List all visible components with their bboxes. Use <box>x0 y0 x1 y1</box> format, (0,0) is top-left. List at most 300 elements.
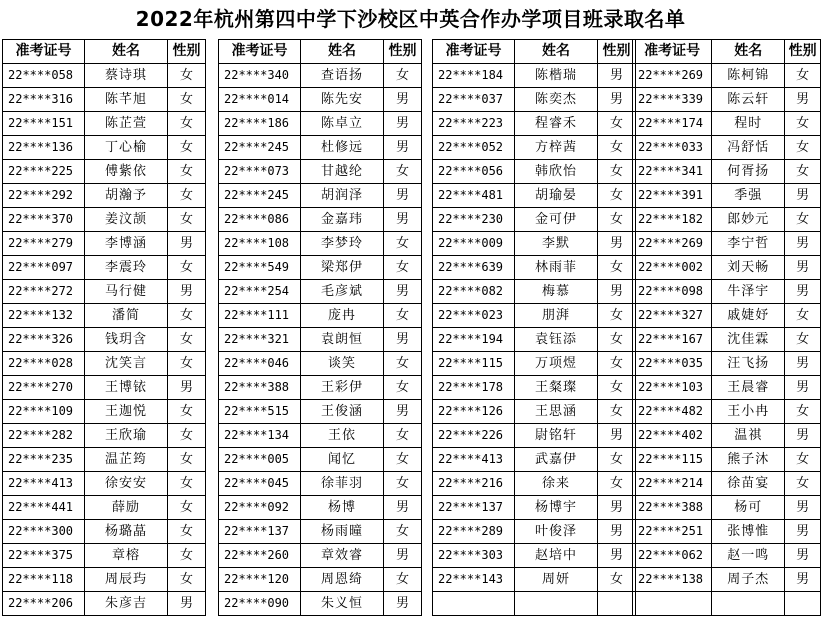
gender-cell: 女 <box>168 568 206 592</box>
exam-id-cell: 22****138 <box>633 568 712 592</box>
exam-id-cell: 22****134 <box>219 424 301 448</box>
name-cell: 庞冉 <box>301 304 384 328</box>
exam-id-cell: 22****269 <box>633 232 712 256</box>
roster-table-4 <box>632 39 821 616</box>
name-cell: 陈云轩 <box>712 88 785 112</box>
name-cell: 朋湃 <box>515 304 598 328</box>
table-row <box>433 592 636 616</box>
name-cell: 武嘉伊 <box>515 448 598 472</box>
name-cell: 韩欣怡 <box>515 160 598 184</box>
gender-cell: 女 <box>598 352 636 376</box>
gender-cell: 男 <box>598 232 636 256</box>
name-cell: 温祺 <box>712 424 785 448</box>
table-row <box>633 136 821 160</box>
exam-id-cell <box>633 592 712 616</box>
name-cell: 叶俊泽 <box>515 520 598 544</box>
exam-id-cell: 22****254 <box>219 280 301 304</box>
name-cell: 程睿禾 <box>515 112 598 136</box>
table-row <box>433 424 636 448</box>
gender-cell: 男 <box>384 88 422 112</box>
name-cell: 周辰玙 <box>85 568 168 592</box>
header-exam-id: 准考证号 <box>219 40 301 64</box>
name-cell: 张博惟 <box>712 520 785 544</box>
exam-id-cell: 22****086 <box>219 208 301 232</box>
name-cell: 陈楷瑞 <box>515 64 598 88</box>
exam-id-cell: 22****046 <box>219 352 301 376</box>
gender-cell: 男 <box>384 592 422 616</box>
gender-cell: 女 <box>168 520 206 544</box>
gender-cell: 男 <box>598 64 636 88</box>
name-cell: 杨璐蕌 <box>85 520 168 544</box>
header-gender: 性别 <box>598 40 636 64</box>
table-row <box>3 184 206 208</box>
exam-id-cell: 22****327 <box>633 304 712 328</box>
table-row <box>219 328 422 352</box>
gender-cell: 女 <box>384 160 422 184</box>
gender-cell: 男 <box>384 136 422 160</box>
exam-id-cell: 22****178 <box>433 376 515 400</box>
name-cell: 钱玥含 <box>85 328 168 352</box>
name-cell: 周子杰 <box>712 568 785 592</box>
gender-cell: 男 <box>785 424 821 448</box>
gender-cell: 男 <box>785 544 821 568</box>
exam-id-cell: 22****136 <box>3 136 85 160</box>
table-row <box>3 160 206 184</box>
exam-id-cell: 22****340 <box>219 64 301 88</box>
exam-id-cell: 22****151 <box>3 112 85 136</box>
table-row <box>633 496 821 520</box>
table-row <box>3 568 206 592</box>
exam-id-cell: 22****482 <box>633 400 712 424</box>
name-cell: 谈笑 <box>301 352 384 376</box>
name-cell: 朱义恒 <box>301 592 384 616</box>
name-cell <box>515 592 598 616</box>
gender-cell: 女 <box>785 328 821 352</box>
table-row <box>3 208 206 232</box>
gender-cell: 男 <box>384 544 422 568</box>
name-cell: 陈芊旭 <box>85 88 168 112</box>
name-cell: 周妍 <box>515 568 598 592</box>
name-cell: 闻忆 <box>301 448 384 472</box>
gender-cell: 女 <box>785 472 821 496</box>
exam-id-cell: 22****005 <box>219 448 301 472</box>
gender-cell: 女 <box>168 352 206 376</box>
gender-cell: 女 <box>384 520 422 544</box>
exam-id-cell: 22****300 <box>3 520 85 544</box>
table-row <box>633 208 821 232</box>
gender-cell: 男 <box>785 184 821 208</box>
gender-cell: 男 <box>384 208 422 232</box>
table-row <box>219 280 422 304</box>
table-row <box>219 568 422 592</box>
header-row <box>3 40 206 64</box>
name-cell: 查语扬 <box>301 64 384 88</box>
gender-cell: 女 <box>598 400 636 424</box>
gender-cell: 女 <box>384 304 422 328</box>
table-row <box>219 256 422 280</box>
gender-cell: 女 <box>168 472 206 496</box>
table-row <box>433 256 636 280</box>
page-title: 2022年杭州第四中学下沙校区中英合作办学项目班录取名单 <box>135 7 686 31</box>
name-cell: 丁心榆 <box>85 136 168 160</box>
table-row <box>219 424 422 448</box>
exam-id-cell: 22****120 <box>219 568 301 592</box>
table-row <box>633 256 821 280</box>
gender-cell: 女 <box>785 64 821 88</box>
gender-cell: 男 <box>598 520 636 544</box>
name-cell: 徐菲羽 <box>301 472 384 496</box>
exam-id-cell: 22****126 <box>433 400 515 424</box>
name-cell: 李默 <box>515 232 598 256</box>
gender-cell <box>785 592 821 616</box>
table-row <box>219 592 422 616</box>
name-cell: 章效睿 <box>301 544 384 568</box>
gender-cell: 男 <box>785 352 821 376</box>
name-cell: 杜修远 <box>301 136 384 160</box>
table-row <box>433 472 636 496</box>
exam-id-cell: 22****225 <box>3 160 85 184</box>
exam-id-cell: 22****413 <box>3 472 85 496</box>
exam-id-cell: 22****137 <box>433 496 515 520</box>
name-cell: 王小冉 <box>712 400 785 424</box>
table-row <box>3 136 206 160</box>
exam-id-cell: 22****194 <box>433 328 515 352</box>
exam-id-cell: 22****481 <box>433 184 515 208</box>
table-row <box>3 112 206 136</box>
exam-id-cell: 22****058 <box>3 64 85 88</box>
name-cell: 章榕 <box>85 544 168 568</box>
exam-id-cell: 22****515 <box>219 400 301 424</box>
exam-id-cell: 22****182 <box>633 208 712 232</box>
header-exam-id: 准考证号 <box>3 40 85 64</box>
table-row <box>219 136 422 160</box>
table-row <box>3 256 206 280</box>
gender-cell: 男 <box>785 376 821 400</box>
table-row <box>633 64 821 88</box>
table-row <box>219 448 422 472</box>
gender-cell: 女 <box>168 160 206 184</box>
gender-cell: 女 <box>168 208 206 232</box>
header-row <box>433 40 636 64</box>
name-cell: 胡润泽 <box>301 184 384 208</box>
roster-table-2 <box>218 39 422 616</box>
header-gender: 性别 <box>168 40 206 64</box>
name-cell: 陈卓立 <box>301 112 384 136</box>
name-cell: 陈柯锦 <box>712 64 785 88</box>
exam-id-cell: 22****441 <box>3 496 85 520</box>
exam-id-cell: 22****214 <box>633 472 712 496</box>
header-name: 姓名 <box>85 40 168 64</box>
name-cell: 牛泽宇 <box>712 280 785 304</box>
exam-id-cell: 22****279 <box>3 232 85 256</box>
exam-id-cell: 22****111 <box>219 304 301 328</box>
name-cell: 马行健 <box>85 280 168 304</box>
name-cell: 王晨睿 <box>712 376 785 400</box>
header-gender: 性别 <box>384 40 422 64</box>
table-row <box>433 112 636 136</box>
name-cell: 郎妙元 <box>712 208 785 232</box>
name-cell: 王思涵 <box>515 400 598 424</box>
exam-id-cell: 22****321 <box>219 328 301 352</box>
table-row <box>3 496 206 520</box>
name-cell: 梅慕 <box>515 280 598 304</box>
gender-cell: 女 <box>384 64 422 88</box>
gender-cell: 女 <box>384 256 422 280</box>
gender-cell: 女 <box>785 208 821 232</box>
exam-id-cell: 22****289 <box>433 520 515 544</box>
table-row <box>3 304 206 328</box>
exam-id-cell: 22****137 <box>219 520 301 544</box>
table-row <box>3 544 206 568</box>
gender-cell: 女 <box>168 112 206 136</box>
exam-id-cell: 22****103 <box>633 376 712 400</box>
table-row <box>633 472 821 496</box>
header-row <box>633 40 821 64</box>
gender-cell: 女 <box>598 184 636 208</box>
gender-cell: 女 <box>598 472 636 496</box>
roster-table-1 <box>2 39 206 616</box>
header-exam-id: 准考证号 <box>633 40 712 64</box>
gender-cell: 男 <box>785 232 821 256</box>
table-row <box>433 160 636 184</box>
gender-cell: 女 <box>168 448 206 472</box>
exam-id-cell: 22****184 <box>433 64 515 88</box>
gender-cell: 女 <box>785 160 821 184</box>
name-cell: 金嘉玮 <box>301 208 384 232</box>
exam-id-cell: 22****413 <box>433 448 515 472</box>
table-row <box>633 280 821 304</box>
table-row <box>219 544 422 568</box>
gender-cell: 女 <box>598 160 636 184</box>
name-cell: 徐安安 <box>85 472 168 496</box>
name-cell: 何胥扬 <box>712 160 785 184</box>
header-row <box>219 40 422 64</box>
header-exam-id: 准考证号 <box>433 40 515 64</box>
exam-id-cell: 22****282 <box>3 424 85 448</box>
table-row <box>3 64 206 88</box>
name-cell: 赵一鸣 <box>712 544 785 568</box>
table-row <box>633 160 821 184</box>
exam-id-cell: 22****269 <box>633 64 712 88</box>
header-name: 姓名 <box>301 40 384 64</box>
table-row <box>633 544 821 568</box>
gender-cell: 女 <box>168 304 206 328</box>
table-row <box>219 496 422 520</box>
table-row <box>633 184 821 208</box>
table-row <box>433 520 636 544</box>
name-cell: 徐来 <box>515 472 598 496</box>
gender-cell: 女 <box>785 400 821 424</box>
name-cell: 胡瀚予 <box>85 184 168 208</box>
exam-id-cell: 22****062 <box>633 544 712 568</box>
gender-cell: 女 <box>598 112 636 136</box>
exam-id-cell: 22****174 <box>633 112 712 136</box>
name-cell: 王粲璨 <box>515 376 598 400</box>
table-row <box>633 592 821 616</box>
table-row <box>433 280 636 304</box>
gender-cell: 女 <box>168 400 206 424</box>
exam-id-cell: 22****109 <box>3 400 85 424</box>
exam-id-cell: 22****245 <box>219 136 301 160</box>
name-cell: 温芷筠 <box>85 448 168 472</box>
name-cell: 汪飞扬 <box>712 352 785 376</box>
table-row <box>219 112 422 136</box>
name-cell: 熊子沐 <box>712 448 785 472</box>
exam-id-cell: 22****098 <box>633 280 712 304</box>
exam-id-cell: 22****370 <box>3 208 85 232</box>
exam-id-cell: 22****023 <box>433 304 515 328</box>
name-cell: 梁郑伊 <box>301 256 384 280</box>
exam-id-cell: 22****167 <box>633 328 712 352</box>
table-row <box>3 88 206 112</box>
table-row <box>433 400 636 424</box>
exam-id-cell: 22****316 <box>3 88 85 112</box>
name-cell <box>712 592 785 616</box>
table-row <box>3 400 206 424</box>
exam-id-cell: 22****341 <box>633 160 712 184</box>
gender-cell: 女 <box>168 88 206 112</box>
gender-cell: 男 <box>598 496 636 520</box>
exam-id-cell: 22****216 <box>433 472 515 496</box>
table-row <box>433 328 636 352</box>
name-cell: 刘天畅 <box>712 256 785 280</box>
table-row <box>219 88 422 112</box>
table-row <box>3 376 206 400</box>
exam-id-cell: 22****052 <box>433 136 515 160</box>
table-row <box>3 328 206 352</box>
table-row <box>433 88 636 112</box>
exam-id-cell: 22****002 <box>633 256 712 280</box>
table-row <box>3 280 206 304</box>
exam-id-cell: 22****115 <box>433 352 515 376</box>
gender-cell: 男 <box>598 88 636 112</box>
table-row <box>633 232 821 256</box>
table-row <box>219 376 422 400</box>
table-row <box>433 232 636 256</box>
table-row <box>433 496 636 520</box>
exam-id-cell: 22****108 <box>219 232 301 256</box>
table-row <box>633 112 821 136</box>
name-cell: 胡瑜晏 <box>515 184 598 208</box>
gender-cell: 男 <box>384 184 422 208</box>
gender-cell: 女 <box>168 64 206 88</box>
name-cell: 季强 <box>712 184 785 208</box>
table-row <box>433 304 636 328</box>
gender-cell: 女 <box>598 568 636 592</box>
name-cell: 李博涵 <box>85 232 168 256</box>
gender-cell: 男 <box>598 280 636 304</box>
exam-id-cell <box>433 592 515 616</box>
name-cell: 李震玲 <box>85 256 168 280</box>
exam-id-cell: 22****092 <box>219 496 301 520</box>
gender-cell: 女 <box>168 136 206 160</box>
name-cell: 徐苗宴 <box>712 472 785 496</box>
name-cell: 傅紫依 <box>85 160 168 184</box>
name-cell: 薛励 <box>85 496 168 520</box>
table-row <box>633 376 821 400</box>
roster-table-3 <box>432 39 636 616</box>
exam-id-cell: 22****226 <box>433 424 515 448</box>
gender-cell: 女 <box>785 136 821 160</box>
exam-id-cell: 22****082 <box>433 280 515 304</box>
exam-id-cell: 22****045 <box>219 472 301 496</box>
name-cell: 袁朗恒 <box>301 328 384 352</box>
name-cell: 毛彦斌 <box>301 280 384 304</box>
name-cell: 万项煜 <box>515 352 598 376</box>
table-row <box>219 520 422 544</box>
name-cell: 蔡诗琪 <box>85 64 168 88</box>
table-row <box>219 208 422 232</box>
gender-cell: 男 <box>785 280 821 304</box>
name-cell: 甘越纶 <box>301 160 384 184</box>
gender-cell: 男 <box>785 496 821 520</box>
name-cell: 金可伊 <box>515 208 598 232</box>
exam-id-cell: 22****326 <box>3 328 85 352</box>
exam-id-cell: 22****375 <box>3 544 85 568</box>
name-cell: 尉铭轩 <box>515 424 598 448</box>
table-row <box>633 448 821 472</box>
gender-cell: 男 <box>384 280 422 304</box>
exam-id-cell: 22****235 <box>3 448 85 472</box>
table-row <box>219 352 422 376</box>
table-row <box>219 232 422 256</box>
name-cell: 程时 <box>712 112 785 136</box>
name-cell: 王欣瑜 <box>85 424 168 448</box>
name-cell: 姜汶颉 <box>85 208 168 232</box>
table-row <box>3 232 206 256</box>
name-cell: 王依 <box>301 424 384 448</box>
exam-id-cell: 22****037 <box>433 88 515 112</box>
gender-cell: 男 <box>384 496 422 520</box>
table-row <box>433 184 636 208</box>
exam-id-cell: 22****115 <box>633 448 712 472</box>
gender-cell: 女 <box>598 328 636 352</box>
name-cell: 方梓茜 <box>515 136 598 160</box>
gender-cell: 女 <box>384 568 422 592</box>
name-cell: 林雨菲 <box>515 256 598 280</box>
gender-cell: 女 <box>598 256 636 280</box>
table-row <box>433 136 636 160</box>
gender-cell: 女 <box>384 448 422 472</box>
exam-id-cell: 22****270 <box>3 376 85 400</box>
exam-id-cell: 22****028 <box>3 352 85 376</box>
gender-cell: 男 <box>785 88 821 112</box>
gender-cell: 男 <box>785 520 821 544</box>
exam-id-cell: 22****549 <box>219 256 301 280</box>
table-row <box>433 352 636 376</box>
exam-id-cell: 22****097 <box>3 256 85 280</box>
name-cell: 陈奕杰 <box>515 88 598 112</box>
header-name: 姓名 <box>712 40 785 64</box>
exam-id-cell: 22****033 <box>633 136 712 160</box>
gender-cell: 女 <box>384 472 422 496</box>
gender-cell: 男 <box>168 376 206 400</box>
table-row <box>219 184 422 208</box>
gender-cell: 女 <box>598 208 636 232</box>
gender-cell: 女 <box>168 184 206 208</box>
gender-cell: 男 <box>785 256 821 280</box>
table-row <box>3 424 206 448</box>
name-cell: 杨雨曈 <box>301 520 384 544</box>
name-cell: 冯舒恬 <box>712 136 785 160</box>
name-cell: 王彩伊 <box>301 376 384 400</box>
table-row <box>219 472 422 496</box>
exam-id-cell: 22****009 <box>433 232 515 256</box>
exam-id-cell: 22****035 <box>633 352 712 376</box>
gender-cell: 男 <box>168 232 206 256</box>
exam-id-cell: 22****402 <box>633 424 712 448</box>
gender-cell: 女 <box>598 304 636 328</box>
